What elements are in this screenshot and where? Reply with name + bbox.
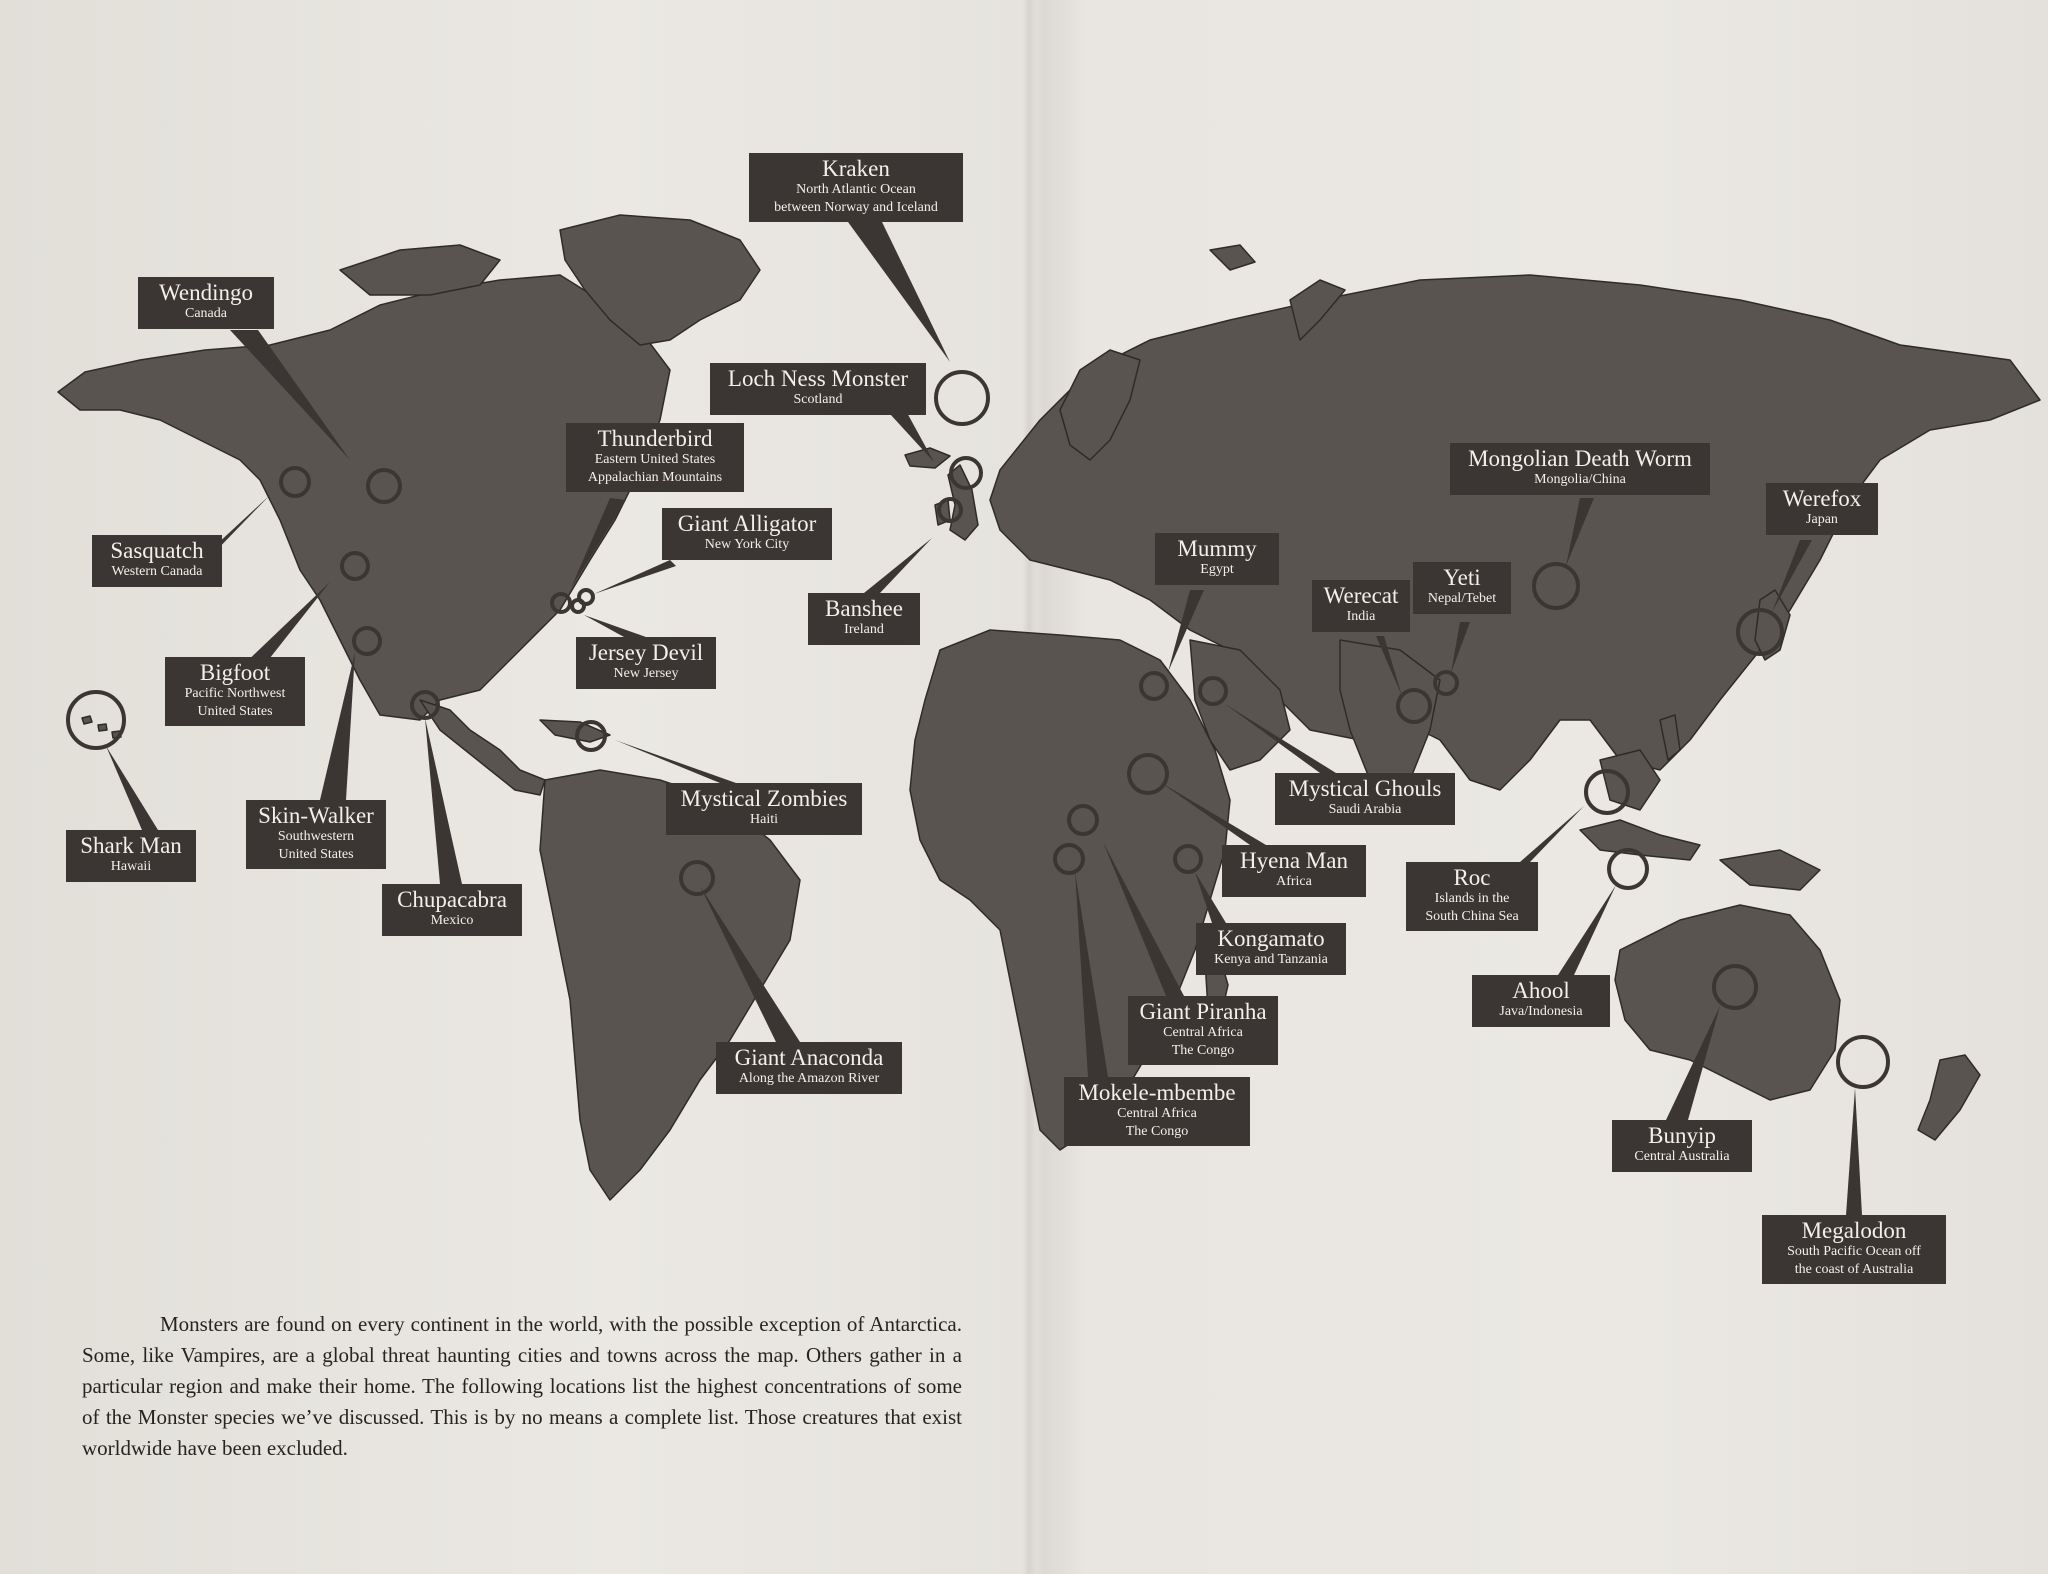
label-mystical-ghouls xyxy=(1275,773,1455,825)
label-mongolian-death-worm xyxy=(1450,443,1710,495)
label-name: Skin-Walker xyxy=(258,803,374,828)
label-region: Japan xyxy=(1806,512,1838,528)
label-region: Canada xyxy=(185,306,227,322)
label-bigfoot xyxy=(165,657,305,726)
label-mystical-zombies xyxy=(666,783,862,835)
label-name: Giant Piranha xyxy=(1139,999,1267,1024)
label-name: Mongolian Death Worm xyxy=(1468,446,1692,471)
label-region: North Atlantic Ocean between Norway and Iceland xyxy=(774,182,938,215)
label-name: Mystical Ghouls xyxy=(1288,776,1442,801)
label-name: Mystical Zombies xyxy=(680,786,848,811)
label-shark-man xyxy=(66,830,196,882)
label-region: Southwestern United States xyxy=(277,829,355,862)
label-werecat xyxy=(1312,580,1410,632)
label-name: Jersey Devil xyxy=(588,640,704,665)
label-name: Wendingo xyxy=(159,280,253,305)
label-name: Giant Anaconda xyxy=(734,1045,884,1070)
label-sasquatch xyxy=(92,535,222,587)
label-name: Megalodon xyxy=(1801,1218,1907,1243)
label-name: Giant Alligator xyxy=(677,511,817,536)
label-name: Kraken xyxy=(822,156,890,181)
label-name: Chupacabra xyxy=(397,887,507,912)
label-mokele-mbembe xyxy=(1064,1077,1250,1146)
label-giant-anaconda xyxy=(716,1042,902,1094)
label-name: Bunyip xyxy=(1648,1123,1716,1148)
label-giant-alligator xyxy=(662,508,832,560)
label-region: South Pacific Ocean off the coast of Australia xyxy=(1787,1244,1921,1277)
label-skin-walker xyxy=(246,800,386,869)
label-region: Central Africa The Congo xyxy=(1163,1025,1243,1058)
label-megalodon xyxy=(1762,1215,1946,1284)
label-chupacabra xyxy=(382,884,522,936)
label-kraken xyxy=(749,153,963,222)
label-name: Hyena Man xyxy=(1240,848,1348,873)
label-ahool xyxy=(1472,975,1610,1027)
label-region: India xyxy=(1346,609,1376,625)
label-region: Africa xyxy=(1276,874,1312,890)
label-roc xyxy=(1406,862,1538,931)
label-region: Eastern United States Appalachian Mountains xyxy=(587,452,723,485)
label-name: Roc xyxy=(1453,865,1491,890)
label-region: Scotland xyxy=(793,392,843,408)
label-region: Ireland xyxy=(844,622,884,638)
label-jersey-devil xyxy=(576,637,716,689)
label-name: Ahool xyxy=(1512,978,1570,1003)
label-loch-ness xyxy=(710,363,926,415)
label-yeti xyxy=(1413,562,1511,614)
label-name: Loch Ness Monster xyxy=(727,366,909,391)
label-giant-piranha xyxy=(1128,996,1278,1065)
label-name: Shark Man xyxy=(80,833,182,858)
label-name: Werefox xyxy=(1782,486,1862,511)
label-region: Central Australia xyxy=(1634,1149,1730,1165)
label-region: Along the Amazon River xyxy=(738,1071,880,1087)
label-region: Islands in the South China Sea xyxy=(1425,891,1519,924)
label-mummy xyxy=(1155,533,1279,585)
label-name: Werecat xyxy=(1323,583,1399,608)
label-region: Western Canada xyxy=(111,564,203,580)
label-thunderbird xyxy=(566,423,744,492)
label-kongamato xyxy=(1196,923,1346,975)
label-name: Yeti xyxy=(1443,565,1481,590)
label-name: Bigfoot xyxy=(199,660,271,685)
label-region: Saudi Arabia xyxy=(1328,802,1402,818)
label-region: Nepal/Tebet xyxy=(1427,591,1497,607)
label-name: Kongamato xyxy=(1217,926,1325,951)
label-region: Mexico xyxy=(430,913,474,929)
label-hyena-man xyxy=(1222,845,1366,897)
label-name: Banshee xyxy=(825,596,903,621)
label-name: Thunderbird xyxy=(597,426,713,451)
label-region: Central Africa The Congo xyxy=(1117,1106,1197,1139)
label-name: Mokele-mbembe xyxy=(1078,1080,1236,1105)
label-wendingo xyxy=(138,277,274,329)
label-region: Pacific Northwest United States xyxy=(184,686,286,719)
label-name: Sasquatch xyxy=(110,538,204,563)
label-region: Hawaii xyxy=(110,859,152,875)
label-region: New Jersey xyxy=(613,666,679,682)
label-banshee xyxy=(808,593,920,645)
label-bunyip xyxy=(1612,1120,1752,1172)
label-region: Mongolia/China xyxy=(1534,472,1626,488)
label-region: Haiti xyxy=(750,812,778,828)
label-region: Egypt xyxy=(1200,562,1234,578)
label-name: Mummy xyxy=(1177,536,1257,561)
label-werefox xyxy=(1766,483,1878,535)
label-region: New York City xyxy=(704,537,790,553)
label-region: Kenya and Tanzania xyxy=(1214,952,1328,968)
label-region: Java/Indonesia xyxy=(1499,1004,1583,1020)
intro-paragraph: Monsters are found on every continent in the world, with the possible exception of Antarctica. Some, like Vampires, are a global threat haunting cities and towns across the map. Others gather in a particular region and make their home. The following locations list the highest concentrations of some of the Monster species we’ve discussed. This is by no means a complete list. Those creatures that exist worldwide have been excluded. xyxy=(82,1312,962,1461)
